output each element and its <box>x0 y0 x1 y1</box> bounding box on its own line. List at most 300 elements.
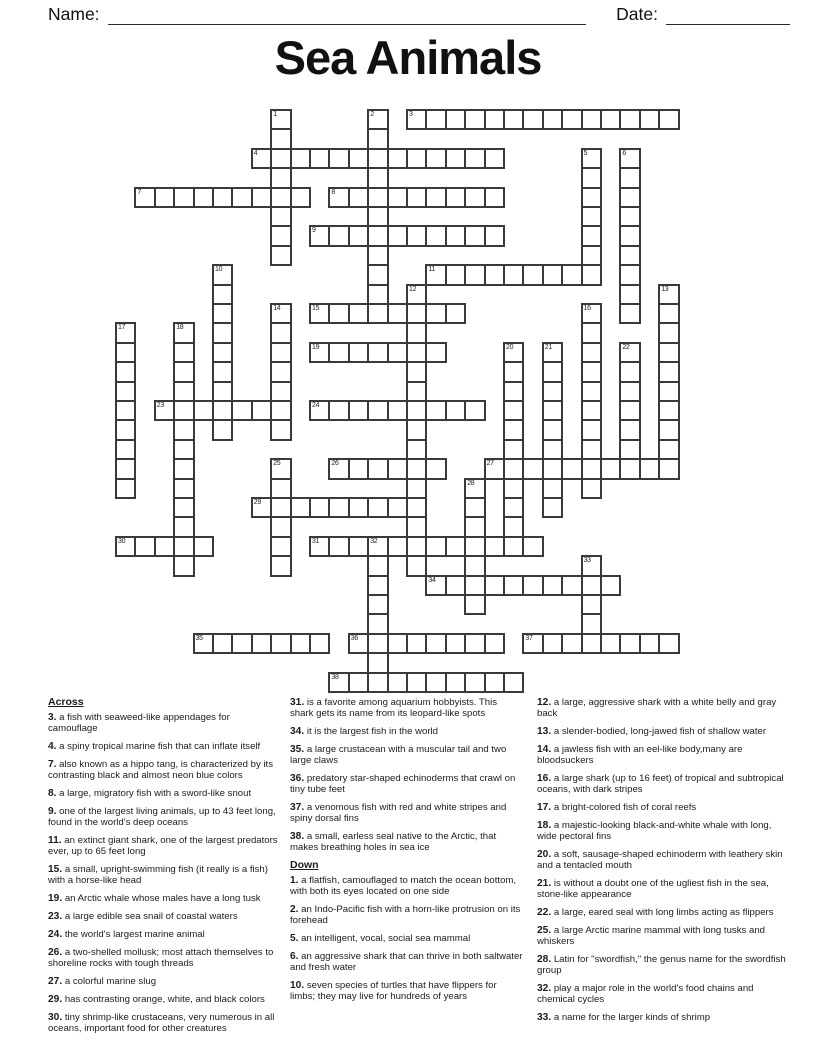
grid-cell[interactable] <box>619 342 640 363</box>
grid-cell[interactable] <box>542 361 563 382</box>
grid-cell[interactable] <box>309 536 330 557</box>
grid-cell[interactable] <box>115 536 136 557</box>
grid-cell[interactable] <box>445 148 466 169</box>
grid-cell[interactable] <box>406 497 427 518</box>
grid-cell[interactable] <box>464 672 485 693</box>
grid-cell[interactable] <box>406 361 427 382</box>
grid-cell[interactable] <box>542 478 563 499</box>
grid-cell[interactable] <box>639 633 660 654</box>
grid-cell[interactable] <box>503 672 524 693</box>
grid-cell[interactable] <box>639 109 660 130</box>
grid-cell[interactable] <box>309 225 330 246</box>
grid-cell[interactable] <box>425 400 446 421</box>
grid-cell[interactable] <box>270 497 291 518</box>
grid-cell[interactable] <box>290 497 311 518</box>
grid-cell[interactable] <box>115 322 136 343</box>
grid-cell[interactable] <box>173 478 194 499</box>
grid-cell[interactable] <box>406 633 427 654</box>
grid-cell[interactable] <box>406 187 427 208</box>
grid-cell[interactable] <box>484 109 505 130</box>
grid-cell[interactable] <box>348 187 369 208</box>
grid-cell[interactable] <box>522 536 543 557</box>
grid-cell[interactable] <box>348 497 369 518</box>
grid-cell[interactable] <box>581 264 602 285</box>
grid-cell[interactable] <box>619 458 640 479</box>
grid-cell[interactable] <box>348 672 369 693</box>
grid-cell[interactable] <box>445 264 466 285</box>
grid-cell[interactable] <box>658 400 679 421</box>
grid-cell[interactable] <box>561 109 582 130</box>
grid-cell[interactable] <box>173 555 194 576</box>
grid-cell[interactable] <box>522 575 543 596</box>
grid-cell[interactable] <box>270 225 291 246</box>
grid-cell[interactable] <box>561 264 582 285</box>
grid-cell[interactable] <box>445 187 466 208</box>
grid-cell[interactable] <box>464 575 485 596</box>
grid-cell[interactable] <box>464 536 485 557</box>
grid-cell[interactable] <box>542 497 563 518</box>
grid-cell[interactable] <box>581 206 602 227</box>
grid-cell[interactable] <box>290 187 311 208</box>
grid-cell[interactable] <box>658 381 679 402</box>
grid-cell[interactable] <box>581 361 602 382</box>
grid-cell[interactable] <box>309 303 330 324</box>
grid-cell[interactable] <box>173 361 194 382</box>
grid-cell[interactable] <box>387 672 408 693</box>
grid-cell[interactable] <box>522 633 543 654</box>
grid-cell[interactable] <box>658 322 679 343</box>
grid-cell[interactable] <box>387 225 408 246</box>
grid-cell[interactable] <box>367 225 388 246</box>
grid-cell[interactable] <box>193 187 214 208</box>
grid-cell[interactable] <box>581 109 602 130</box>
grid-cell[interactable] <box>464 555 485 576</box>
grid-cell[interactable] <box>619 225 640 246</box>
grid-cell[interactable] <box>212 303 233 324</box>
grid-cell[interactable] <box>484 225 505 246</box>
grid-cell[interactable] <box>406 381 427 402</box>
grid-cell[interactable] <box>367 128 388 149</box>
grid-cell[interactable] <box>619 633 640 654</box>
grid-cell[interactable] <box>542 458 563 479</box>
grid-cell[interactable] <box>309 633 330 654</box>
grid-cell[interactable] <box>658 361 679 382</box>
grid-cell[interactable] <box>328 458 349 479</box>
grid-cell[interactable] <box>154 187 175 208</box>
grid-cell[interactable] <box>270 516 291 537</box>
grid-cell[interactable] <box>581 303 602 324</box>
grid-cell[interactable] <box>231 187 252 208</box>
grid-cell[interactable] <box>464 516 485 537</box>
grid-cell[interactable] <box>134 536 155 557</box>
grid-cell[interactable] <box>445 303 466 324</box>
grid-cell[interactable] <box>658 419 679 440</box>
grid-cell[interactable] <box>484 148 505 169</box>
grid-cell[interactable] <box>581 381 602 402</box>
grid-cell[interactable] <box>270 633 291 654</box>
grid-cell[interactable] <box>619 361 640 382</box>
grid-cell[interactable] <box>619 148 640 169</box>
grid-cell[interactable] <box>581 148 602 169</box>
grid-cell[interactable] <box>406 303 427 324</box>
grid-cell[interactable] <box>581 419 602 440</box>
grid-cell[interactable] <box>212 284 233 305</box>
grid-cell[interactable] <box>542 575 563 596</box>
grid-cell[interactable] <box>348 303 369 324</box>
grid-cell[interactable] <box>406 148 427 169</box>
grid-cell[interactable] <box>464 594 485 615</box>
grid-cell[interactable] <box>600 458 621 479</box>
grid-cell[interactable] <box>348 400 369 421</box>
grid-cell[interactable] <box>425 264 446 285</box>
grid-cell[interactable] <box>600 109 621 130</box>
grid-cell[interactable] <box>270 128 291 149</box>
grid-cell[interactable] <box>212 342 233 363</box>
grid-cell[interactable] <box>367 400 388 421</box>
grid-cell[interactable] <box>387 187 408 208</box>
grid-cell[interactable] <box>367 536 388 557</box>
grid-cell[interactable] <box>406 322 427 343</box>
grid-cell[interactable] <box>173 497 194 518</box>
grid-cell[interactable] <box>503 361 524 382</box>
name-input-line[interactable] <box>108 4 587 25</box>
grid-cell[interactable] <box>445 575 466 596</box>
grid-cell[interactable] <box>503 478 524 499</box>
grid-cell[interactable] <box>367 206 388 227</box>
grid-cell[interactable] <box>115 361 136 382</box>
grid-cell[interactable] <box>348 458 369 479</box>
grid-cell[interactable] <box>309 342 330 363</box>
grid-cell[interactable] <box>619 264 640 285</box>
grid-cell[interactable] <box>503 536 524 557</box>
grid-cell[interactable] <box>581 594 602 615</box>
grid-cell[interactable] <box>464 187 485 208</box>
grid-cell[interactable] <box>406 109 427 130</box>
grid-cell[interactable] <box>193 536 214 557</box>
grid-cell[interactable] <box>658 303 679 324</box>
grid-cell[interactable] <box>503 575 524 596</box>
grid-cell[interactable] <box>542 342 563 363</box>
grid-cell[interactable] <box>600 575 621 596</box>
grid-cell[interactable] <box>367 167 388 188</box>
grid-cell[interactable] <box>251 633 272 654</box>
grid-cell[interactable] <box>251 400 272 421</box>
grid-cell[interactable] <box>561 575 582 596</box>
grid-cell[interactable] <box>173 516 194 537</box>
grid-cell[interactable] <box>561 458 582 479</box>
grid-cell[interactable] <box>464 109 485 130</box>
grid-cell[interactable] <box>270 419 291 440</box>
grid-cell[interactable] <box>154 536 175 557</box>
grid-cell[interactable] <box>600 633 621 654</box>
grid-cell[interactable] <box>367 633 388 654</box>
date-input-line[interactable] <box>666 4 790 25</box>
grid-cell[interactable] <box>619 381 640 402</box>
grid-cell[interactable] <box>387 536 408 557</box>
grid-cell[interactable] <box>270 381 291 402</box>
grid-cell[interactable] <box>309 148 330 169</box>
grid-cell[interactable] <box>328 187 349 208</box>
grid-cell[interactable] <box>445 109 466 130</box>
grid-cell[interactable] <box>115 400 136 421</box>
grid-cell[interactable] <box>367 575 388 596</box>
grid-cell[interactable] <box>425 342 446 363</box>
grid-cell[interactable] <box>173 439 194 460</box>
grid-cell[interactable] <box>484 187 505 208</box>
grid-cell[interactable] <box>581 575 602 596</box>
grid-cell[interactable] <box>212 381 233 402</box>
grid-cell[interactable] <box>328 400 349 421</box>
grid-cell[interactable] <box>212 187 233 208</box>
grid-cell[interactable] <box>425 109 446 130</box>
grid-cell[interactable] <box>503 400 524 421</box>
grid-cell[interactable] <box>367 187 388 208</box>
grid-cell[interactable] <box>581 458 602 479</box>
grid-cell[interactable] <box>425 672 446 693</box>
grid-cell[interactable] <box>173 381 194 402</box>
grid-cell[interactable] <box>464 400 485 421</box>
grid-cell[interactable] <box>367 264 388 285</box>
grid-cell[interactable] <box>328 672 349 693</box>
grid-cell[interactable] <box>387 497 408 518</box>
grid-cell[interactable] <box>348 633 369 654</box>
grid-cell[interactable] <box>134 187 155 208</box>
grid-cell[interactable] <box>328 342 349 363</box>
grid-cell[interactable] <box>387 458 408 479</box>
grid-cell[interactable] <box>270 322 291 343</box>
grid-cell[interactable] <box>270 148 291 169</box>
grid-cell[interactable] <box>270 342 291 363</box>
grid-cell[interactable] <box>406 516 427 537</box>
grid-cell[interactable] <box>212 322 233 343</box>
grid-cell[interactable] <box>445 536 466 557</box>
grid-cell[interactable] <box>367 303 388 324</box>
grid-cell[interactable] <box>503 458 524 479</box>
grid-cell[interactable] <box>367 342 388 363</box>
grid-cell[interactable] <box>115 381 136 402</box>
grid-cell[interactable] <box>503 109 524 130</box>
grid-cell[interactable] <box>348 342 369 363</box>
grid-cell[interactable] <box>406 478 427 499</box>
grid-cell[interactable] <box>619 419 640 440</box>
grid-cell[interactable] <box>445 633 466 654</box>
grid-cell[interactable] <box>173 400 194 421</box>
grid-cell[interactable] <box>406 419 427 440</box>
grid-cell[interactable] <box>251 148 272 169</box>
grid-cell[interactable] <box>290 148 311 169</box>
grid-cell[interactable] <box>173 458 194 479</box>
grid-cell[interactable] <box>581 478 602 499</box>
grid-cell[interactable] <box>251 497 272 518</box>
grid-cell[interactable] <box>503 264 524 285</box>
grid-cell[interactable] <box>542 381 563 402</box>
grid-cell[interactable] <box>445 400 466 421</box>
grid-cell[interactable] <box>270 167 291 188</box>
grid-cell[interactable] <box>425 633 446 654</box>
grid-cell[interactable] <box>387 148 408 169</box>
grid-cell[interactable] <box>387 633 408 654</box>
grid-cell[interactable] <box>270 303 291 324</box>
grid-cell[interactable] <box>367 284 388 305</box>
grid-cell[interactable] <box>367 613 388 634</box>
grid-cell[interactable] <box>231 633 252 654</box>
grid-cell[interactable] <box>503 342 524 363</box>
grid-cell[interactable] <box>484 575 505 596</box>
grid-cell[interactable] <box>445 225 466 246</box>
grid-cell[interactable] <box>619 187 640 208</box>
grid-cell[interactable] <box>328 225 349 246</box>
grid-cell[interactable] <box>619 109 640 130</box>
grid-cell[interactable] <box>542 264 563 285</box>
grid-cell[interactable] <box>251 187 272 208</box>
grid-cell[interactable] <box>619 167 640 188</box>
grid-cell[interactable] <box>309 400 330 421</box>
grid-cell[interactable] <box>464 264 485 285</box>
grid-cell[interactable] <box>328 497 349 518</box>
grid-cell[interactable] <box>193 633 214 654</box>
grid-cell[interactable] <box>348 225 369 246</box>
grid-cell[interactable] <box>270 536 291 557</box>
grid-cell[interactable] <box>270 245 291 266</box>
grid-cell[interactable] <box>406 672 427 693</box>
grid-cell[interactable] <box>367 497 388 518</box>
grid-cell[interactable] <box>270 478 291 499</box>
grid-cell[interactable] <box>425 148 446 169</box>
grid-cell[interactable] <box>464 148 485 169</box>
grid-cell[interactable] <box>348 536 369 557</box>
grid-cell[interactable] <box>503 439 524 460</box>
grid-cell[interactable] <box>425 536 446 557</box>
grid-cell[interactable] <box>290 633 311 654</box>
grid-cell[interactable] <box>658 284 679 305</box>
grid-cell[interactable] <box>270 458 291 479</box>
grid-cell[interactable] <box>270 187 291 208</box>
grid-cell[interactable] <box>367 458 388 479</box>
grid-cell[interactable] <box>581 167 602 188</box>
grid-cell[interactable] <box>522 264 543 285</box>
grid-cell[interactable] <box>581 187 602 208</box>
grid-cell[interactable] <box>387 342 408 363</box>
grid-cell[interactable] <box>115 342 136 363</box>
grid-cell[interactable] <box>484 672 505 693</box>
grid-cell[interactable] <box>658 458 679 479</box>
grid-cell[interactable] <box>542 439 563 460</box>
grid-cell[interactable] <box>115 419 136 440</box>
grid-cell[interactable] <box>658 342 679 363</box>
grid-cell[interactable] <box>484 536 505 557</box>
grid-cell[interactable] <box>173 342 194 363</box>
grid-cell[interactable] <box>367 109 388 130</box>
grid-cell[interactable] <box>348 148 369 169</box>
grid-cell[interactable] <box>542 400 563 421</box>
grid-cell[interactable] <box>619 303 640 324</box>
grid-cell[interactable] <box>406 555 427 576</box>
grid-cell[interactable] <box>619 400 640 421</box>
grid-cell[interactable] <box>406 284 427 305</box>
grid-cell[interactable] <box>270 400 291 421</box>
grid-cell[interactable] <box>154 400 175 421</box>
grid-cell[interactable] <box>581 342 602 363</box>
grid-cell[interactable] <box>309 497 330 518</box>
grid-cell[interactable] <box>581 633 602 654</box>
grid-cell[interactable] <box>406 536 427 557</box>
grid-cell[interactable] <box>328 536 349 557</box>
grid-cell[interactable] <box>270 109 291 130</box>
grid-cell[interactable] <box>406 458 427 479</box>
grid-cell[interactable] <box>425 575 446 596</box>
grid-cell[interactable] <box>503 419 524 440</box>
grid-cell[interactable] <box>212 264 233 285</box>
grid-cell[interactable] <box>406 439 427 460</box>
grid-cell[interactable] <box>425 225 446 246</box>
grid-cell[interactable] <box>367 245 388 266</box>
grid-cell[interactable] <box>658 439 679 460</box>
grid-cell[interactable] <box>658 109 679 130</box>
grid-cell[interactable] <box>231 400 252 421</box>
grid-cell[interactable] <box>464 225 485 246</box>
grid-cell[interactable] <box>581 225 602 246</box>
grid-cell[interactable] <box>445 672 466 693</box>
grid-cell[interactable] <box>212 361 233 382</box>
grid-cell[interactable] <box>581 439 602 460</box>
grid-cell[interactable] <box>503 381 524 402</box>
grid-cell[interactable] <box>212 400 233 421</box>
grid-cell[interactable] <box>542 419 563 440</box>
grid-cell[interactable] <box>542 109 563 130</box>
grid-cell[interactable] <box>503 497 524 518</box>
grid-cell[interactable] <box>173 536 194 557</box>
grid-cell[interactable] <box>425 458 446 479</box>
grid-cell[interactable] <box>173 322 194 343</box>
grid-cell[interactable] <box>503 516 524 537</box>
grid-cell[interactable] <box>193 400 214 421</box>
grid-cell[interactable] <box>328 303 349 324</box>
grid-cell[interactable] <box>619 206 640 227</box>
grid-cell[interactable] <box>387 400 408 421</box>
grid-cell[interactable] <box>367 594 388 615</box>
grid-cell[interactable] <box>619 284 640 305</box>
grid-cell[interactable] <box>406 225 427 246</box>
grid-cell[interactable] <box>270 555 291 576</box>
grid-cell[interactable] <box>212 633 233 654</box>
grid-cell[interactable] <box>658 633 679 654</box>
grid-cell[interactable] <box>619 439 640 460</box>
grid-cell[interactable] <box>406 342 427 363</box>
grid-cell[interactable] <box>619 245 640 266</box>
grid-cell[interactable] <box>270 206 291 227</box>
grid-cell[interactable] <box>464 478 485 499</box>
grid-cell[interactable] <box>522 109 543 130</box>
grid-cell[interactable] <box>581 555 602 576</box>
grid-cell[interactable] <box>484 264 505 285</box>
grid-cell[interactable] <box>367 148 388 169</box>
grid-cell[interactable] <box>425 303 446 324</box>
grid-cell[interactable] <box>542 633 563 654</box>
grid-cell[interactable] <box>115 439 136 460</box>
grid-cell[interactable] <box>464 633 485 654</box>
grid-cell[interactable] <box>406 400 427 421</box>
grid-cell[interactable] <box>173 419 194 440</box>
grid-cell[interactable] <box>270 361 291 382</box>
grid-cell[interactable] <box>387 303 408 324</box>
grid-cell[interactable] <box>367 672 388 693</box>
grid-cell[interactable] <box>522 458 543 479</box>
grid-cell[interactable] <box>367 652 388 673</box>
grid-cell[interactable] <box>561 633 582 654</box>
grid-cell[interactable] <box>328 148 349 169</box>
grid-cell[interactable] <box>212 419 233 440</box>
grid-cell[interactable] <box>367 555 388 576</box>
